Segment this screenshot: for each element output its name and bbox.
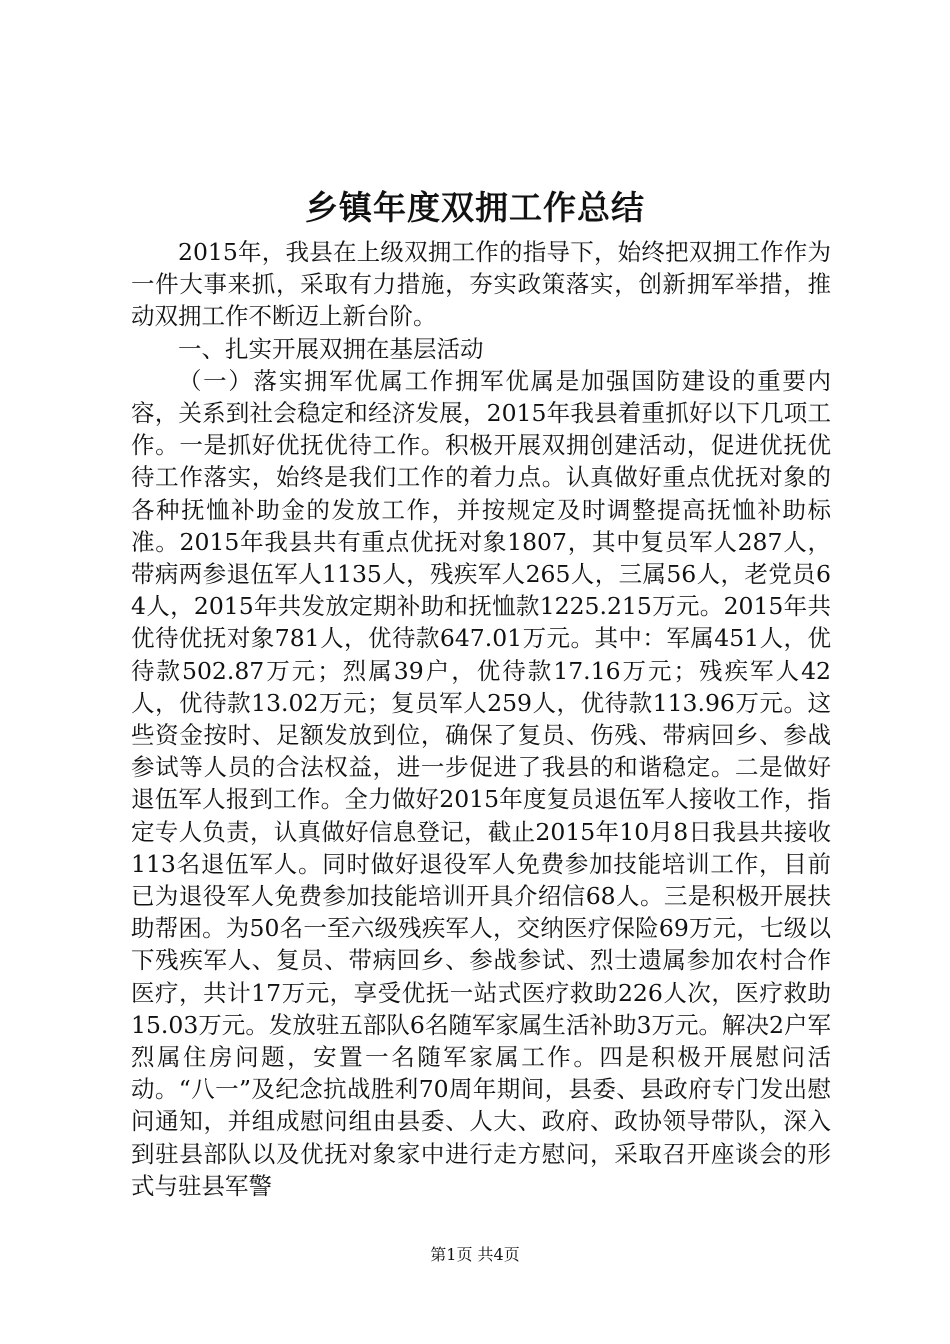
document-body — [131, 236, 831, 1202]
intro-paragraph: 2015年，我县在上级双拥工作的指导下，始终把双拥工作作为一件大事来抓，采取有力措施，夯实政策落实，创新拥军举措，推动双拥工作不断迈上新台阶。 — [131, 238, 831, 331]
body-paragraph: （一）落实拥军优属工作拥军优属是加强国防建设的重要内容，关系到社会稳定和经济发展，2015年我县着重抓好以下几项工作。一是抓好优抚优待工作。积极开展双拥创建活动，促进优抚优待工作落实，始终是我们工作的着力点。认真做好重点优抚对象的各种抚恤补助金的发放工作，并按规定及时调整提高抚恤补助标准。2015年我县共有重点优抚对象1807，其中复员军人287人，带病两参退伍军人1135人，残疾军人265人，三属56人，老党员64人，2015年共发放定期补助和抚恤款1225.215万元。2015年共优待优抚对象781人，优待款647.01万元。其中：军属451人，优待款502.87万元；烈属39户，优待款17.16万元；残疾军人42人，优待款13.02万元；复员军人259人，优待款113.96万元。这些资金按时、足额发放到位，确保了复员、伤残、带病回乡、参战参试等人员的合法权益，进一步促进了我县的和谐稳定。二是做好退伍军人报到工作。全力做好2015年度复员退伍军人接收工作，指定专人负责，认真做好信息登记，截止2015年10月8日我县共接收113名退伍军人。同时做好退役军人免费参加技能培训工作，目前已为退役军人免费参加技能培训开具介绍信68人。三是积极开展扶助帮困。为50名一至六级残疾军人，交纳医疗保险69万元，七级以下残疾军人、复员、带病回乡、参战参试、烈士遗属参加农村合作医疗，共计17万元，享受优抚一站式医疗救助226人次，医疗救助15.03万元。发放驻五部队6名随军家属生活补助3万元。解决2户军烈属住房问题，安置一名随军家属工作。四是积极开展慰问活动。“八一”及纪念抗战胜利70周年期间，县委、县政府专门发出慰问通知，并组成慰问组由县委、人大、政府、政协领导带队，深入到驻县部队以及优抚对象家中进行走方慰问，采取召开座谈会的形式与驻县军警 — [131, 366, 831, 1200]
page-footer: 第1页 共4页 — [430, 1245, 520, 1264]
section-heading: 一、扎实开展双拥在基层活动 — [178, 334, 484, 363]
document-title: 乡镇年度双拥工作总结 — [305, 188, 645, 227]
